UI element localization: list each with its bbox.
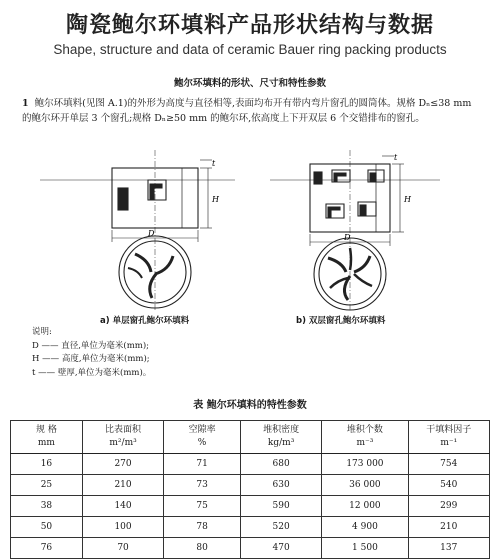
header-spec: 规 格 mm [11,421,83,454]
table-title: 表 鲍尔环填料的特性参数 [193,400,307,411]
description-paragraph [22,96,482,126]
label-t-right: t [394,153,398,162]
label-H-right: H [404,195,411,204]
section-heading: 鲍尔环填料的形状、尺寸和特性参数 [173,78,326,89]
properties-table [10,420,490,559]
label-D-right: D [344,233,351,242]
header-packing-factor: 干填料因子 m⁻¹ [408,421,489,454]
table-row: 76 70 80 470 1 500 137 [11,538,490,559]
note-item: H —— 高度,单位为毫米(mm); [32,354,150,364]
table-row: 16 270 71 680 173 000 754 [11,454,490,475]
figure-single-layer [40,150,240,315]
table-row: 50 100 78 520 4 900 210 [11,517,490,538]
notes-label: 说明: [32,327,52,337]
header-bulk-density: 堆积密度 kg/m³ [240,421,321,454]
table-row: 38 140 75 590 12 000 299 [11,496,490,517]
label-D-left: D [148,229,155,238]
header-voidage: 空隙率 % [164,421,241,454]
paragraph-text: 鲍尔环填料(见图 A.1)的外形为高度与直径相等,表面均布开有带内弯片窗孔的圆筒体。规格 Dₙ≤38 mm 的鲍尔环开单层 3 个窗孔;规格 Dₙ≥50 mm 的鲍尔环,依高度上下开双层 6 个交错排布的窗孔。 [22,98,472,124]
page-subtitle: Shape, structure and data of ceramic Bauer ring packing products [53,42,447,57]
figure-caption-left: a) 单层窗孔鲍尔环填料 [100,316,190,326]
note-item: t —— 壁厚,单位为毫米(mm)。 [32,367,152,378]
note-item: D —— 直径,单位为毫米(mm); [32,340,150,351]
notes-block [32,326,151,380]
header-bulk-count: 堆积个数 m⁻³ [322,421,408,454]
paragraph-number: 1 [22,98,29,109]
label-H-left: H [212,195,219,204]
table-row: 25 210 73 630 36 000 540 [11,475,490,496]
figure-double-layer [270,150,470,315]
header-surface-area: 比表面积 m²/m³ [82,421,163,454]
figure-caption-right: b) 双层窗孔鲍尔环填料 [296,316,386,326]
label-t-left: t [212,159,216,168]
page-title: 陶瓷鲍尔环填料产品形状结构与数据 [65,13,434,38]
